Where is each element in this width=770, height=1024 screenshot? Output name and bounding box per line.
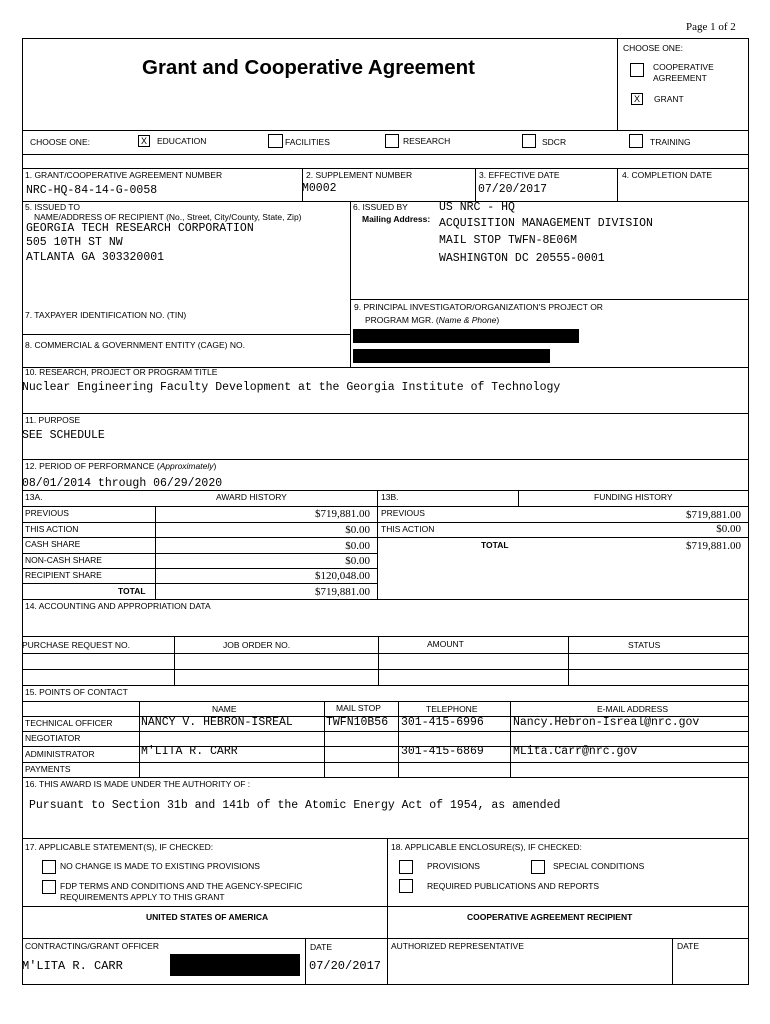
education-checkbox[interactable]: X	[138, 135, 150, 147]
purchase-request-header: PURCHASE REQUEST NO.	[22, 640, 131, 650]
issuer-line-3: WASHINGTON DC 20555-0001	[439, 252, 605, 265]
points-of-contact-label: 15. POINTS OF CONTACT	[25, 687, 128, 697]
issuer-name: US NRC - HQ	[439, 201, 515, 214]
award-row-label: NON-CASH SHARE	[25, 555, 102, 565]
grant-number-label: 1. GRANT/COOPERATIVE AGREEMENT NUMBER	[25, 170, 223, 180]
program-manager-label: PROGRAM MGR. (Name & Phone)	[365, 315, 500, 325]
award-row-label: THIS ACTION	[25, 524, 79, 534]
issuer-line-1: ACQUISITION MANAGEMENT DIVISION	[439, 217, 653, 230]
recipient-address-label: NAME/ADDRESS OF RECIPIENT (No., Street, City/County, State, Zip)	[34, 212, 302, 222]
grant-checkbox[interactable]: X	[631, 93, 643, 105]
cooperative-agreement-checkbox[interactable]	[630, 63, 644, 77]
authority-label: 16. THIS AWARD IS MADE UNDER THE AUTHORITY OF :	[25, 779, 251, 789]
no-change-checkbox[interactable]	[42, 860, 56, 874]
contact-mail-stop: TWFN10B56	[326, 716, 389, 729]
principal-investigator-label: 9. PRINCIPAL INVESTIGATOR/ORGANIZATION'S PROJECT OR	[354, 302, 603, 312]
research-label: RESEARCH	[403, 136, 451, 146]
training-checkbox[interactable]	[629, 134, 643, 148]
recipient-line-1: GEORGIA TECH RESEARCH CORPORATION	[26, 222, 254, 235]
choose-one-row-label: CHOOSE ONE:	[30, 137, 90, 147]
provisions-label: PROVISIONS	[427, 861, 480, 871]
usa-label: UNITED STATES OF AMERICA	[146, 912, 269, 922]
redacted-block	[353, 329, 579, 343]
redacted-block	[353, 349, 550, 363]
name-header: NAME	[212, 704, 237, 714]
award-row-value: $120,048.00	[315, 570, 370, 582]
project-title-value: Nuclear Engineering Faculty Development at the Georgia Institute of Technology	[22, 381, 561, 394]
publications-checkbox[interactable]	[399, 879, 413, 893]
training-label: TRAINING	[650, 137, 691, 147]
choose-one-label: CHOOSE ONE:	[623, 43, 683, 53]
accounting-label: 14. ACCOUNTING AND APPROPRIATION DATA	[25, 601, 211, 611]
telephone-header: TELEPHONE	[426, 704, 478, 714]
award-row-label: CASH SHARE	[25, 539, 81, 549]
award-row-value: $719,881.00	[315, 508, 370, 520]
fdp-terms-checkbox[interactable]	[42, 880, 56, 894]
award-history-code: 13A.	[25, 492, 43, 502]
recipient-line-2: 505 10TH ST NW	[26, 236, 123, 249]
funding-total-value: $719,881.00	[686, 540, 741, 552]
applicable-statements-label: 17. APPLICABLE STATEMENT(S), IF CHECKED:	[25, 842, 214, 852]
contact-email: Nancy.Hebron-Isreal@nrc.gov	[513, 716, 700, 729]
grant-officer-name: M'LITA R. CARR	[22, 959, 123, 973]
contact-role: PAYMENTS	[25, 764, 71, 774]
contact-phone: 301-415-6869	[401, 745, 484, 758]
funding-history-code: 13B.	[381, 492, 399, 502]
purpose-label: 11. PURPOSE	[25, 415, 81, 425]
research-checkbox[interactable]	[385, 134, 399, 148]
funding-row-value: $0.00	[716, 523, 741, 535]
contact-name: NANCY V. HEBRON-ISREAL	[141, 716, 293, 729]
fdp-terms-label: FDP TERMS AND CONDITIONS AND THE AGENCY-SPECIFIC	[60, 881, 303, 891]
fdp-terms-label-2: REQUIREMENTS APPLY TO THIS GRANT	[60, 892, 225, 902]
provisions-checkbox[interactable]	[399, 860, 413, 874]
award-history-header: AWARD HISTORY	[216, 492, 287, 502]
authorized-representative-label: AUTHORIZED REPRESENTATIVE	[391, 941, 524, 951]
amount-header: AMOUNT	[427, 639, 464, 649]
period-label: 12. PERIOD OF PERFORMANCE (Approximately)	[25, 461, 217, 471]
supplement-number-value: M0002	[302, 182, 337, 195]
funding-total-label: TOTAL	[481, 540, 509, 550]
email-header: E-MAIL ADDRESS	[597, 704, 669, 714]
signature-redacted	[170, 954, 300, 976]
supplement-number-label: 2. SUPPLEMENT NUMBER	[306, 170, 413, 180]
recipient-label: COOPERATIVE AGREEMENT RECIPIENT	[467, 912, 633, 922]
funding-history-header: FUNDING HISTORY	[594, 492, 673, 502]
special-conditions-checkbox[interactable]	[531, 860, 545, 874]
page-number: Page 1 of 2	[686, 21, 736, 33]
grant-number-value: NRC-HQ-84-14-G-0058	[26, 184, 158, 197]
sdcr-checkbox[interactable]	[522, 134, 536, 148]
project-title-label: 10. RESEARCH, PROJECT OR PROGRAM TITLE	[25, 367, 218, 377]
authority-value: Pursuant to Section 31b and 141b of the Atomic Energy Act of 1954, as amended	[29, 799, 561, 812]
status-header: STATUS	[628, 640, 661, 650]
award-row-label: PREVIOUS	[25, 508, 69, 518]
job-order-header: JOB ORDER NO.	[223, 640, 291, 650]
funding-row-label: PREVIOUS	[381, 508, 425, 518]
effective-date-label: 3. EFFECTIVE DATE	[479, 170, 560, 180]
effective-date-value: 07/20/2017	[478, 183, 548, 196]
award-total-value: $719,881.00	[315, 586, 370, 598]
sdcr-label: SDCR	[542, 137, 567, 147]
form-title: Grant and Cooperative Agreement	[142, 56, 476, 79]
issued-to-label: 5. ISSUED TO	[25, 202, 80, 212]
contact-email: MLita.Carr@nrc.gov	[513, 745, 638, 758]
officer-date-label: DATE	[310, 942, 333, 952]
award-row-value: $0.00	[345, 524, 370, 536]
education-label: EDUCATION	[157, 136, 207, 146]
award-row-value: $0.00	[345, 555, 370, 567]
grant-officer-label: CONTRACTING/GRANT OFFICER	[25, 941, 159, 951]
mail-stop-header: MAIL STOP	[336, 703, 381, 713]
cooperative-label: COOPERATIVE	[653, 62, 714, 72]
applicable-enclosures-label: 18. APPLICABLE ENCLOSURE(S), IF CHECKED:	[391, 842, 582, 852]
mailing-address-label: Mailing Address:	[362, 214, 431, 224]
recipient-date-label: DATE	[677, 941, 700, 951]
contact-phone: 301-415-6996	[401, 716, 484, 729]
issuer-line-2: MAIL STOP TWFN-8E06M	[439, 234, 578, 247]
award-row-label: RECIPIENT SHARE	[25, 570, 102, 580]
agreement-label: AGREEMENT	[653, 73, 707, 83]
completion-date-label: 4. COMPLETION DATE	[622, 170, 713, 180]
cage-label: 8. COMMERCIAL & GOVERNMENT ENTITY (CAGE) NO.	[25, 340, 245, 350]
special-conditions-label: SPECIAL CONDITIONS	[553, 861, 645, 871]
facilities-label: FACILITIES	[285, 137, 330, 147]
tin-label: 7. TAXPAYER IDENTIFICATION NO. (TIN)	[25, 310, 187, 320]
funding-row-label: THIS ACTION	[381, 524, 435, 534]
facilities-checkbox[interactable]	[268, 134, 283, 148]
officer-date-value: 07/20/2017	[309, 959, 382, 973]
publications-label: REQUIRED PUBLICATIONS AND REPORTS	[427, 881, 600, 891]
issued-by-label: 6. ISSUED BY	[353, 202, 408, 212]
grant-label: GRANT	[654, 94, 684, 104]
contact-role: ADMINISTRATOR	[25, 749, 95, 759]
no-change-label: NO CHANGE IS MADE TO EXISTING PROVISIONS	[60, 861, 260, 871]
award-row-value: $0.00	[345, 540, 370, 552]
recipient-line-3: ATLANTA GA 303320001	[26, 251, 165, 264]
contact-role: TECHNICAL OFFICER	[25, 718, 113, 728]
award-total-label: TOTAL	[118, 586, 146, 596]
contact-name: M'LITA R. CARR	[141, 745, 238, 758]
purpose-value: SEE SCHEDULE	[22, 429, 105, 442]
funding-row-value: $719,881.00	[686, 509, 741, 521]
contact-role: NEGOTIATOR	[25, 733, 81, 743]
period-value: 08/01/2014 through 06/29/2020	[22, 477, 223, 490]
